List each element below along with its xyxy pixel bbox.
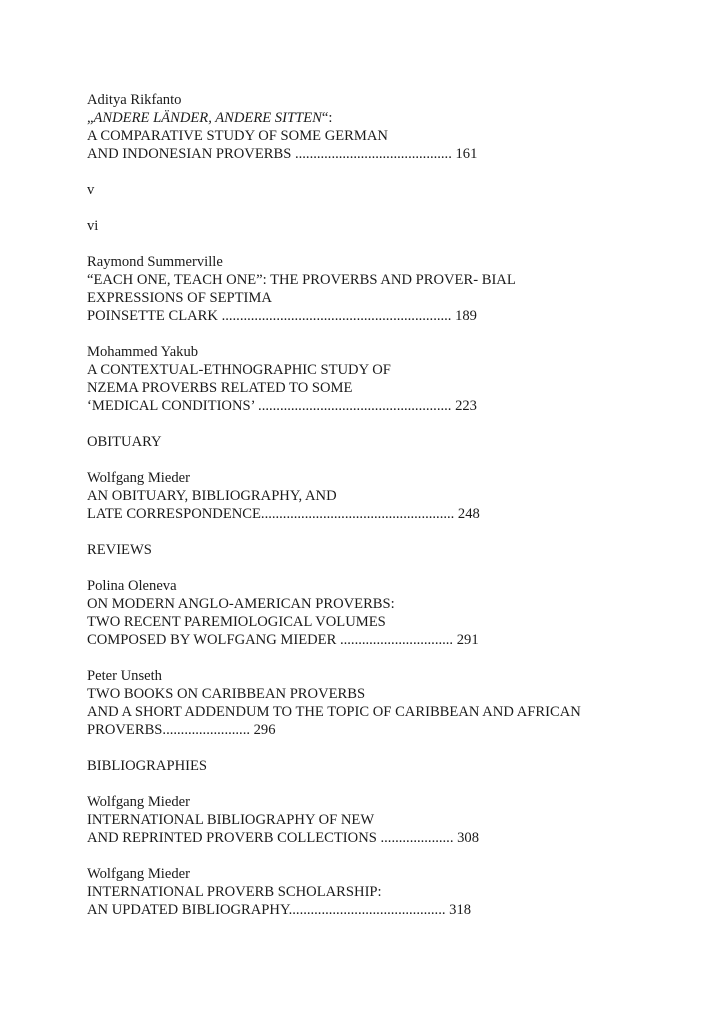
entry-title-line: ON MODERN ANGLO-AMERICAN PROVERBS: [87,596,395,612]
entry-title-line: TWO BOOKS ON CARIBBEAN PROVERBS [87,686,366,702]
entry-page-line: AN UPDATED BIBLIOGRAPHY........................................... 318 [87,902,472,918]
entry-title-line: AN OBITUARY, BIBLIOGRAPHY, AND [87,488,337,504]
entry-title-line: „ANDERE LÄNDER, ANDERE SITTEN“: [87,110,333,126]
page-mark: v [87,182,95,198]
entry-author: Peter Unseth [87,668,162,684]
page-mark: vi [87,218,99,234]
entry-page-line: COMPOSED BY WOLFGANG MIEDER ............................... 291 [87,632,479,648]
entry-author: Wolfgang Mieder [87,866,190,882]
entry-title-line: A COMPARATIVE STUDY OF SOME GERMAN [87,128,388,144]
entry-author: Wolfgang Mieder [87,794,190,810]
entry-author: Raymond Summerville [87,254,223,270]
entry-page-line: PROVERBS........................ 296 [87,722,276,738]
entry-title-line: TWO RECENT PAREMIOLOGICAL VOLUMES [87,614,386,630]
entry-title-line: “EACH ONE, TEACH ONE”: THE PROVERBS AND PROVER- BIAL [87,272,516,288]
entry-title-line: INTERNATIONAL BIBLIOGRAPHY OF NEW [87,812,375,828]
entry-page-line: AND REPRINTED PROVERB COLLECTIONS .................... 308 [87,830,480,846]
section-heading: OBITUARY [87,434,162,450]
entry-author: Mohammed Yakub [87,344,199,360]
entry-title-line: EXPRESSIONS OF SEPTIMA [87,290,272,306]
entry-page-line: POINSETTE CLARK ............................................................... 189 [87,308,477,324]
section-heading: REVIEWS [87,542,152,558]
entry-title-line: INTERNATIONAL PROVERB SCHOLARSHIP: [87,884,382,900]
entry-title-line: AND A SHORT ADDENDUM TO THE TOPIC OF CARIBBEAN AND AFRICAN [87,704,581,720]
entry-page-line: ‘MEDICAL CONDITIONS’ ..................................................... 223 [87,398,477,414]
entry-author: Aditya Rikfanto [87,92,182,108]
entry-title-line: A CONTEXTUAL-ETHNOGRAPHIC STUDY OF [87,362,391,378]
entry-page-line: LATE CORRESPONDENCE..................................................... 248 [87,506,480,522]
entry-page-line: AND INDONESIAN PROVERBS ........................................... 161 [87,146,478,162]
entry-author: Wolfgang Mieder [87,470,190,486]
section-heading: BIBLIOGRAPHIES [87,758,207,774]
entry-title-line: NZEMA PROVERBS RELATED TO SOME [87,380,353,396]
entry-author: Polina Oleneva [87,578,177,594]
